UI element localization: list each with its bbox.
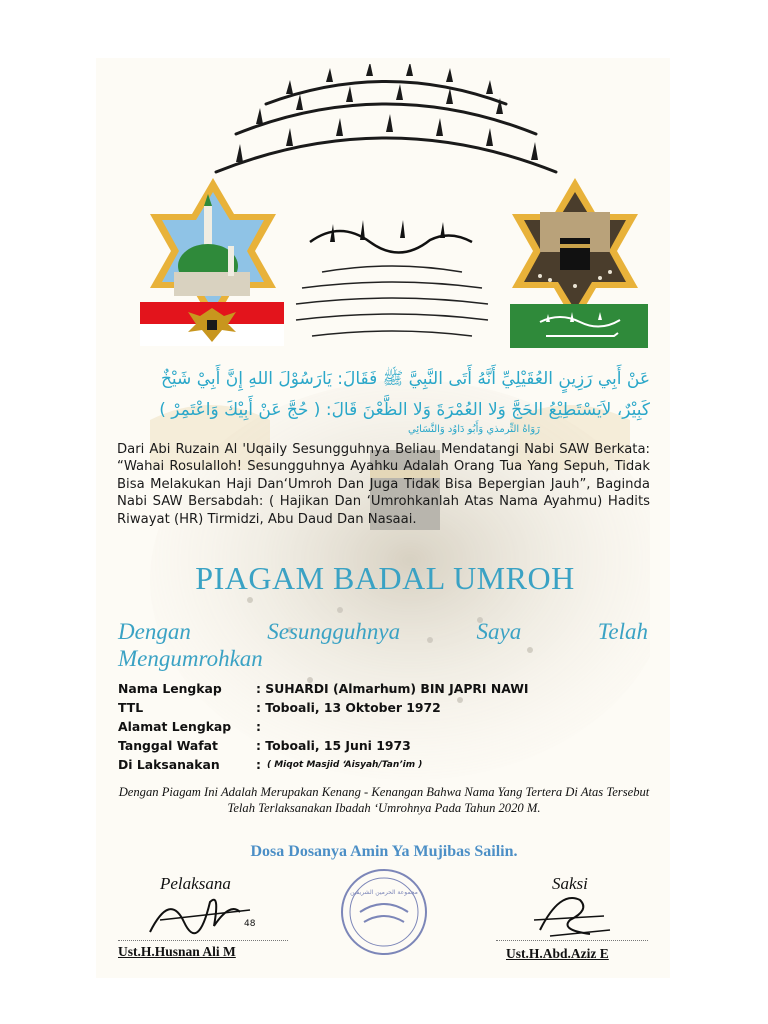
hadith-translation: Dari Abi Ruzain Al 'Uqaily Sesungguhnya Beliau Mendatangi Nabi SAW Berkata: “Wahai Rosulalloh! Sesungguhnya Ayahku Adalah Orang Tua Yang Sepuh, Tidak Bisa Melakukan Haji Dan‘Umroh Dan Juga Tidak Bisa Bepergian Jauh”, Baginda Nabi SAW Bersabdah: ( Hajikan Dan ‘Umrohkanlah Atas Nama Ayahmu) Hadits Riwayat (HR) Tirmidzi, Abu Daud Dan Nasaai. [117,442,650,527]
field-label: Di Laksanakan [118,757,220,772]
right-signer-role: Saksi [552,874,588,893]
field-value: : Toboali, 13 Oktober 1972 [256,700,441,715]
basmala-calligraphy [300,212,480,256]
indonesia-flag [140,302,284,346]
certificate-statement: Dengan Piagam Ini Adalah Merupakan Kenang - Kenangan Bahwa Nama Yang Tertera Di Atas Tersebut Telah Terlaksanakan Ibadah ‘Umrohnya Pada Tahun 2020 M. [118,785,650,815]
field-di-laksanakan [118,757,422,775]
field-value: : SUHARDI (Almarhum) BIN JAPRI NAWI [256,681,529,696]
field-tanggal-wafat [118,738,411,756]
saudi-flag [510,304,648,348]
subtitle-word: Saya [476,619,522,644]
right-signer-name: Ust.H.Abd.Aziz E [506,946,609,961]
official-stamp [338,866,430,958]
subtitle-word: Sesungguhnya [267,619,401,644]
certificate-title: PIAGAM BADAL UMROH [195,560,575,596]
arabic-narration: رَوَاهُ التِّرمذي وَأَبُو دَاوُد وَالنَّسَائِي [407,424,540,435]
field-alamat-lengkap [118,719,261,737]
field-label: Nama Lengkap [118,681,222,696]
right-signature [520,880,620,946]
arabic-hadith-line-2: كَبِيْرٌ، لاَيَسْتَطِيْعُ الحَجَّ وَلا العُمْرَةَ وَلا الظَّعْنَ قَالَ: ( حُجَّ عَنْ أَبِيْكَ وَاعْتَمِرْ ) [159,400,650,420]
svg-text:48: 48 [244,919,256,929]
left-signer-role: Pelaksana [160,874,231,893]
left-signer-name: Ust.H.Husnan Ali M [118,944,236,959]
arabic-hadith-line-1: عَنْ أَبِي رَزِينٍ العُقَيْلِيِّ أَنَّهُ أَتَى النَّبِيَّ ﷺ فَقَالَ: يَارَسُوْلَ اللهِ إِنَّ أَبِيْ شَيْخٌ [160,369,650,389]
field-value: : Toboali, 15 Juni 1973 [256,738,411,753]
subtitle-line-2: Mengumrohkan [118,646,263,671]
field-label: Alamat Lengkap [118,719,232,734]
field-ttl [118,700,441,718]
closing-prayer: Dosa Dosanya Amin Ya Mujibas Sailin. [250,843,518,860]
left-signature [140,882,270,944]
field-value: : [256,719,261,734]
subtitle-word: Dengan [118,619,191,644]
subtitle-word: Telah [597,619,648,644]
stamp-text: مجموعة الحرمين الشريفين [350,889,418,896]
field-label: TTL [118,700,144,715]
right-signature-line [496,940,648,941]
field-note: ( Miqot Masjid ‘Aisyah/Tan’im ) [266,760,423,770]
left-signature-line [118,940,288,941]
certificate-subtitle [118,618,648,672]
quran-verse-calligraphy [282,258,502,342]
field-value: : [256,757,261,772]
kaaba-icon [560,238,590,270]
field-label: Tanggal Wafat [118,738,218,753]
field-nama-lengkap [118,681,529,699]
